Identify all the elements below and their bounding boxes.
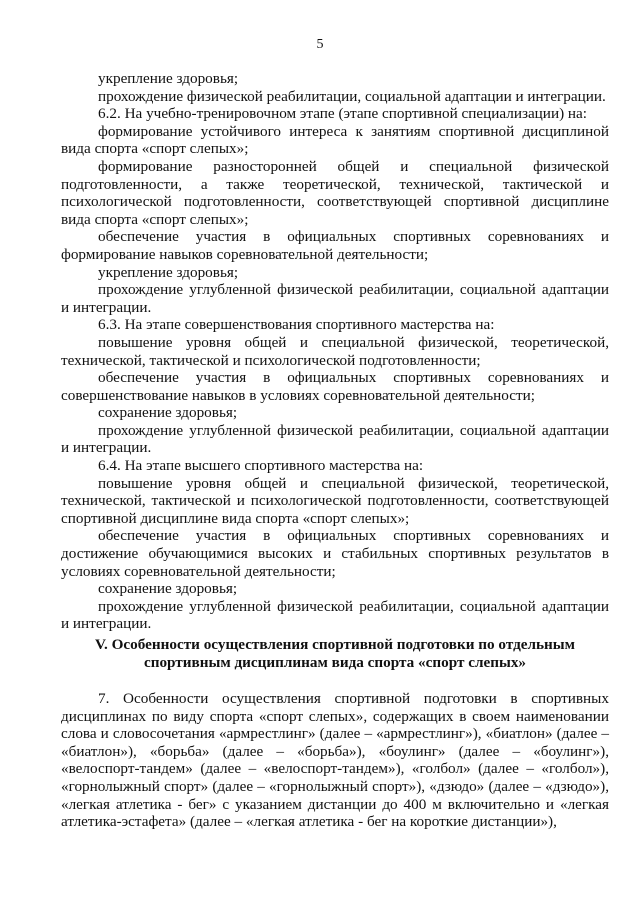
paragraph: 6.2. На учебно-тренировочном этапе (этапе спортивной специализации) на:	[98, 105, 588, 123]
paragraph: формирование разносторонней общей и специальной физической подготовленности, а также теоретической, технической, тактической и психологической подготовленности, соответствующей спортивной дисциплине вида спорта «спорт слепых»;	[61, 157, 609, 228]
section-body	[61, 690, 609, 831]
page-number: 5	[316, 37, 324, 52]
paragraph: укрепление здоровья;	[98, 263, 239, 281]
section-heading-line: спортивным дисциплинам вида спорта «спорт слепых»	[143, 654, 527, 671]
section-heading-line: V. Особенности осуществления спортивной подготовки по отдельным	[94, 636, 576, 653]
paragraph: прохождение углубленной физической реабилитации, социальной адаптации и интеграции.	[61, 597, 609, 633]
section-heading	[61, 636, 609, 672]
paragraph: прохождение физической реабилитации, социальной адаптации и интеграции.	[98, 87, 606, 105]
paragraph: 6.4. На этапе высшего спортивного мастерства на:	[98, 457, 424, 475]
paragraph: обеспечение участия в официальных спортивных соревнованиях и достижение обучающимися высоких и стабильных спортивных результатов в условиях соревновательной деятельности;	[61, 527, 609, 580]
paragraph: 7. Особенности осуществления спортивной подготовки в спортивных дисциплинах по виду спорта «спорт слепых», содержащих в своем наименовании слова и словосочетания «армрестлинг» (далее – «армрестлинг»), «биатлон» (далее – «биатлон»), «борьба» (далее – «борьба»), «боулинг» (далее – «боулинг»), «велоспорт-тандем» (далее – «велоспорт-тандем»), «голбол» (далее – «голбол»), «горнолыжный спорт» (далее – «горнолыжный спорт»), «дзюдо» (далее – «дзюдо»), «легкая атлетика - бег» с указанием дистанции до 400 м включительно и «легкая атлетика-эстафета» (далее – «легкая атлетика - бег на короткие дистанции»),	[61, 690, 609, 831]
paragraph: повышение уровня общей и специальной физической, теоретической, технической, тактической и психологической подготовленности;	[61, 333, 609, 369]
paragraph: обеспечение участия в официальных спортивных соревнованиях и совершенствование навыков в условиях соревновательной деятельности;	[61, 369, 609, 404]
paragraph: 6.3. На этапе совершенствования спортивного мастерства на:	[98, 316, 495, 334]
paragraph: прохождение углубленной физической реабилитации, социальной адаптации и интеграции.	[61, 421, 609, 457]
paragraph: формирование устойчивого интереса к занятиям спортивной дисциплиной вида спорта «спорт слепых»;	[61, 122, 609, 158]
paragraph: повышение уровня общей и специальной физической, теоретической, технической, тактической и психологической подготовленности, соответствующей спортивной дисциплине вида спорта «спорт слепых»;	[61, 474, 609, 527]
paragraph: обеспечение участия в официальных спортивных соревнованиях и формирование навыков соревновательной деятельности;	[61, 228, 609, 263]
paragraph: сохранение здоровья;	[98, 404, 238, 422]
paragraph: укрепление здоровья;	[98, 70, 239, 87]
paragraph: прохождение углубленной физической реабилитации, социальной адаптации и интеграции.	[61, 281, 609, 316]
paragraph: сохранение здоровья;	[98, 580, 238, 598]
document-body	[61, 70, 609, 633]
